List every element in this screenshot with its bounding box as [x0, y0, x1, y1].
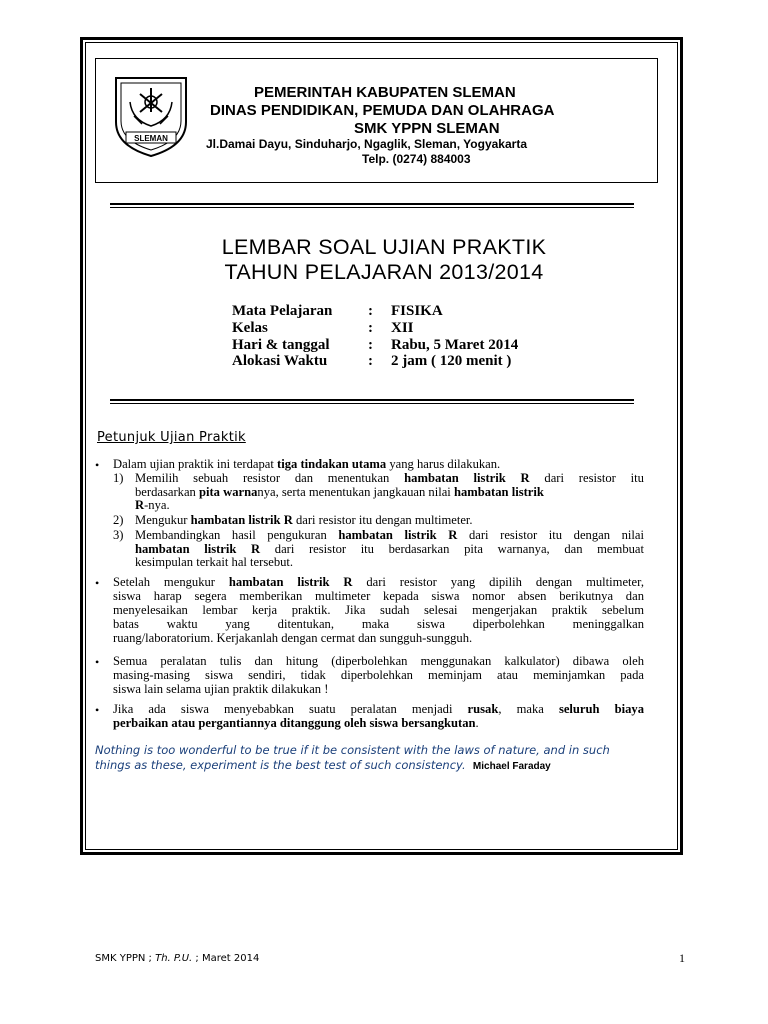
page-footer: SMK YPPN ; Th. P.U. ; Maret 2014	[95, 953, 260, 964]
instruction-line: Semua peralatan tulis dan hitung (diperbolehkan menggunakan kalkulator) dibawa oleh	[113, 654, 644, 668]
header-phone: Telp. (0274) 884003	[362, 152, 471, 166]
instruction-line: Setelah mengukur hambatan listrik R dari resistor yang dipilih dengan multimeter,	[113, 575, 644, 589]
instruction-line: ruang/laboratorium. Kerjakanlah dengan cermat dan sungguh-sungguh.	[113, 631, 473, 645]
quote-line: things as these, experiment is the best test of such consistency. Michael Faraday	[95, 758, 551, 772]
info-value: FISIKA	[391, 303, 443, 319]
info-sep: :	[368, 337, 373, 353]
step-line: kesimpulan terkait hal tersebut.	[135, 555, 294, 569]
step-line: Mengukur hambatan listrik R dari resistor itu dengan multimeter.	[135, 513, 473, 527]
bullet-marker: •	[95, 703, 100, 717]
header-school: SMK YPPN SLEMAN	[354, 120, 500, 137]
info-sep: :	[368, 303, 373, 319]
doc-subtitle: TAHUN PELAJARAN 2013/2014	[224, 260, 544, 284]
step-number: 3)	[113, 528, 124, 542]
info-value: 2 jam ( 120 menit )	[391, 353, 512, 369]
logo-caption: SLEMAN	[134, 134, 168, 143]
info-key: Mata Pelajaran	[232, 303, 333, 319]
section-heading: Petunjuk Ujian Praktik	[97, 430, 246, 445]
instruction-line: siswa lain selama ujian praktik dilakukan !	[113, 682, 329, 696]
step-number: 2)	[113, 513, 124, 527]
step-line: berdasarkan pita warnanya, serta menentukan jangkauan nilai hambatan listrik	[135, 485, 544, 499]
instruction-line: perbaikan atau pergantiannya ditanggung oleh siswa bersangkutan.	[113, 716, 479, 730]
step-line: R-nya.	[135, 498, 170, 512]
instruction-line: masing-masing siswa sendiri, tidak diperbolehkan meminjam atau meminjamkan pada	[113, 668, 644, 682]
header-address: Jl.Damai Dayu, Sinduharjo, Ngaglik, Sleman, Yogyakarta	[206, 137, 527, 151]
sleman-logo	[112, 72, 190, 158]
quote-line: Nothing is too wonderful to be true if it be consistent with the laws of nature, and in such	[95, 743, 610, 757]
instruction-line: Dalam ujian praktik ini terdapat tiga tindakan utama yang harus dilakukan.	[113, 457, 501, 471]
info-key: Alokasi Waktu	[232, 353, 328, 369]
instruction-line: siswa harap segera memberikan multimeter kepada siswa nomor absen berikutnya dan	[113, 589, 644, 603]
instruction-line: Jika ada siswa menyebabkan suatu peralatan menjadi rusak, maka seluruh biaya	[113, 702, 645, 716]
step-line: Membandingkan hasil pengukuran hambatan listrik R dari resistor itu dengan nilai	[135, 528, 644, 542]
step-line: hambatan listrik R dari resistor itu berdasarkan pita warnanya, dan membuat	[135, 542, 645, 556]
step-number: 1)	[113, 471, 124, 485]
header-government: PEMERINTAH KABUPATEN SLEMAN	[254, 84, 516, 101]
bullet-marker: •	[95, 576, 100, 590]
step-line: Memilih sebuah resistor dan menentukan hambatan listrik R dari resistor itu	[135, 471, 644, 485]
info-sep: :	[368, 320, 373, 336]
divider-bottom	[110, 399, 634, 404]
instruction-line: batas waktu yang ditentukan, maka siswa diperbolehkan meninggalkan	[113, 617, 644, 631]
page-number: 1	[679, 951, 685, 965]
info-value: XII	[391, 320, 414, 336]
header-department: DINAS PENDIDIKAN, PEMUDA DAN OLAHRAGA	[210, 102, 555, 119]
instruction-line: menyelesaikan lembar kerja praktik. Jika sudah selesai mengerjakan praktik sebelum	[113, 603, 644, 617]
bullet-marker: •	[95, 655, 100, 669]
doc-title: LEMBAR SOAL UJIAN PRAKTIK	[221, 235, 547, 259]
quote-author: Michael Faraday	[472, 761, 551, 772]
info-key: Kelas	[232, 320, 268, 336]
info-value: Rabu, 5 Maret 2014	[391, 337, 519, 353]
info-sep: :	[368, 353, 373, 369]
info-key: Hari & tanggal	[232, 337, 330, 353]
bullet-marker: •	[95, 458, 100, 472]
divider-top	[110, 203, 634, 208]
